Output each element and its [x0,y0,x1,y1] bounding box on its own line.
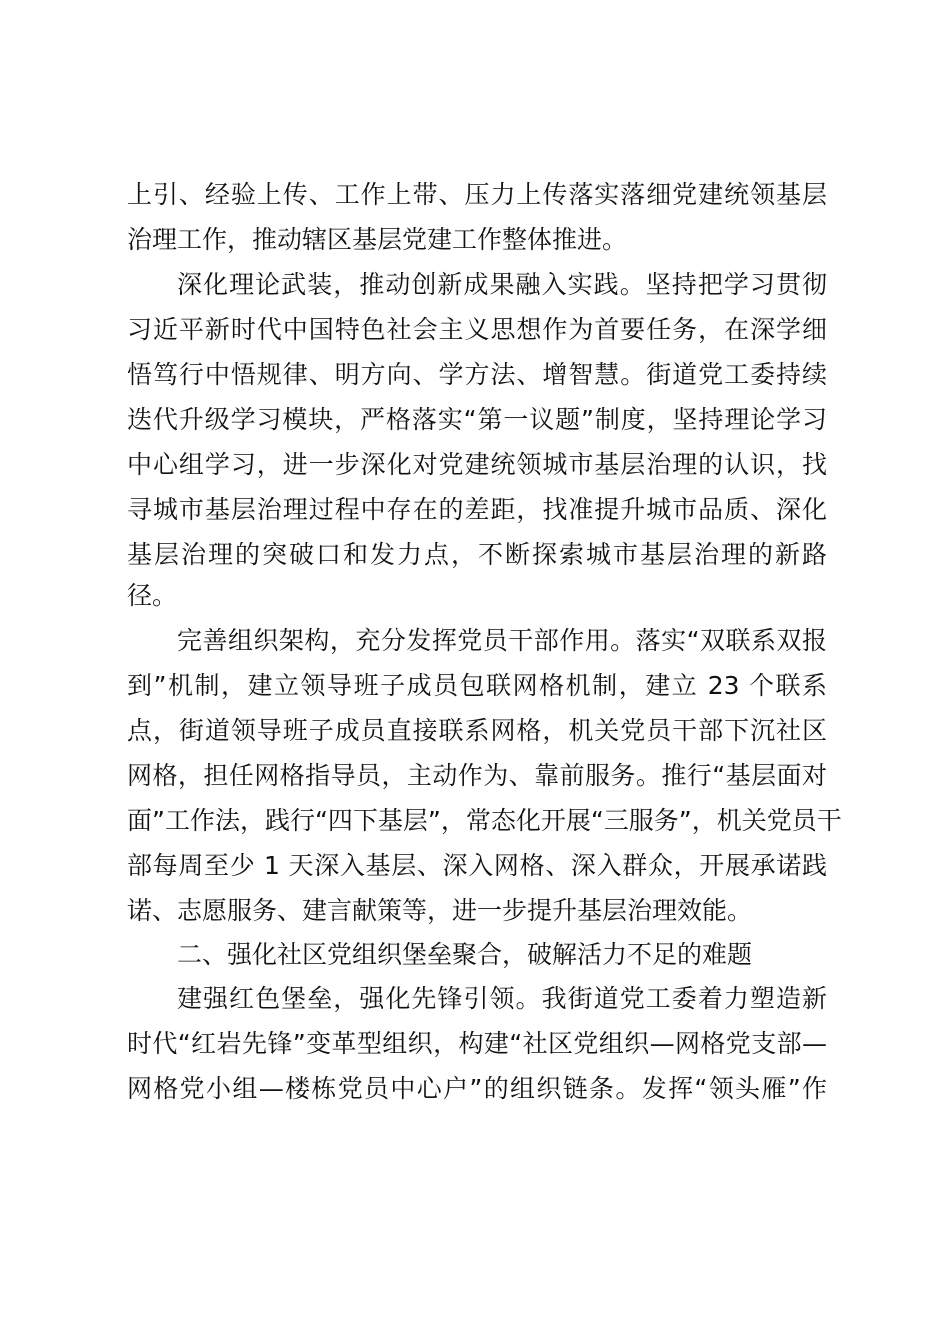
text-line: 网格党小组—楼栋党员中心户”的组织链条。发挥“领头雁”作 [127,1074,827,1103]
text-line: 部每周至少 1 天深入基层、深入网格、深入群众，开展承诺践 [127,851,827,880]
section-heading: 二、强化社区党组织堡垒聚合，破解活力不足的难题 [177,940,753,969]
paragraph-first-line: 完善组织架构，充分发挥党员干部作用。落实“双联系双报 [177,626,827,655]
text-line: 中心组学习，进一步深化对党建统领城市基层治理的认识，找 [127,450,827,479]
text-line: 治理工作，推动辖区基层党建工作整体推进。 [127,225,628,254]
paragraph-first-line: 深化理论武装，推动创新成果融入实践。坚持把学习贯彻 [177,270,827,299]
text-line: 诺、志愿服务、建言献策等，进一步提升基层治理效能。 [127,896,753,925]
text-line: 寻城市基层治理过程中存在的差距，找准提升城市品质、深化 [127,495,827,524]
text-line: 悟笃行中悟规律、明方向、学方法、增智慧。街道党工委持续 [127,360,827,389]
text-line: 迭代升级学习模块，严格落实“第一议题”制度，坚持理论学习 [127,405,827,434]
text-line: 点，街道领导班子成员直接联系网格，机关党员干部下沉社区 [127,716,827,745]
text-line: 上引、经验上传、工作上带、压力上传落实落细党建统领基层 [127,180,827,209]
text-line: 面”工作法，践行“四下基层”，常态化开展“三服务”，机关党员干 [127,806,842,835]
paragraph-first-line: 建强红色堡垒，强化先锋引领。我街道党工委着力塑造新 [177,984,827,1013]
text-line: 习近平新时代中国特色社会主义思想作为首要任务，在深学细 [127,315,827,344]
text-line: 时代“红岩先锋”变革型组织，构建“社区党组织—网格党支部— [127,1029,827,1058]
text-line: 网格，担任网格指导员，主动作为、靠前服务。推行“基层面对 [127,761,827,790]
text-line: 到”机制，建立领导班子成员包联网格机制，建立 23 个联系 [127,671,827,700]
text-line: 基层治理的突破口和发力点，不断探索城市基层治理的新路 [127,540,827,569]
text-line: 径。 [127,581,178,610]
